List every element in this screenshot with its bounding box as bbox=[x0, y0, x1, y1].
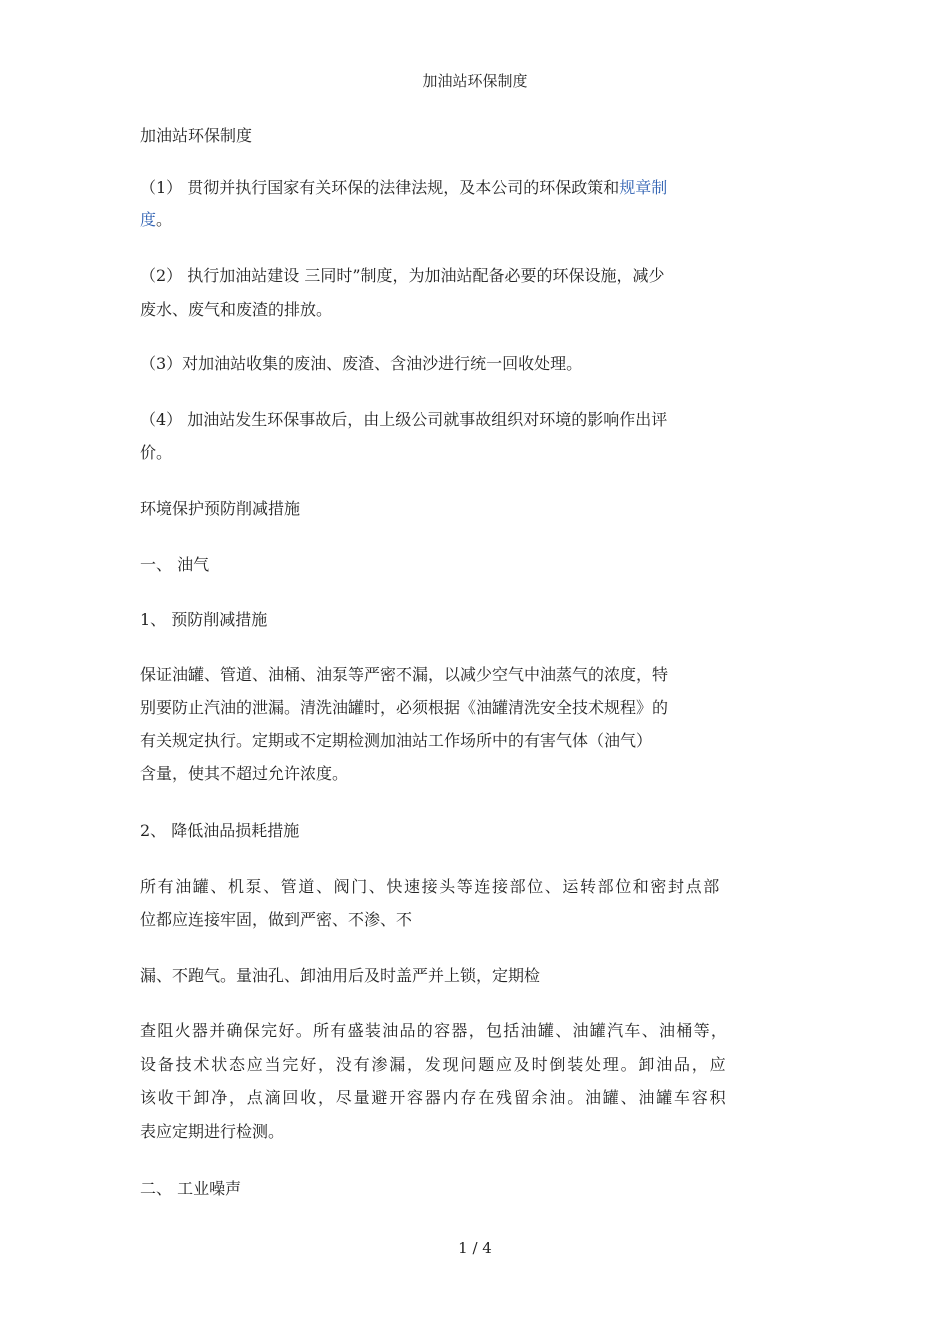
regulation-link-continued[interactable]: 度 bbox=[140, 210, 157, 229]
subsection-2-para-3-line-1: 查阻火器并确保完好。所有盛装油品的容器，包括油罐、油罐汽车、油桶等， bbox=[140, 1021, 729, 1040]
subsection-2-para-1-line-2: 位都应连接牢固，做到严密、不渗、不 bbox=[140, 910, 413, 929]
item-1-line-2 bbox=[140, 202, 172, 237]
item-1-line-1 bbox=[140, 170, 667, 205]
subsection-2-para-3-line-3: 该收干卸净，点滴回收，尽量避开容器内存在残留余油。油罐、油罐车容积 bbox=[140, 1088, 728, 1107]
item-4-line-2: 价。 bbox=[140, 443, 173, 462]
subsection-1-title: 1、 预防削减措施 bbox=[140, 610, 268, 629]
item-2-line-2: 废水、废气和废渣的排放。 bbox=[140, 300, 333, 319]
subsection-1-line-2: 别要防止汽油的泄漏。清洗油罐时，必须根据《油罐清洗安全技术规程》的 bbox=[140, 698, 669, 717]
item-3: （3）对加油站收集的废油、废渣、含油沙进行统一回收处理。 bbox=[140, 354, 583, 373]
item-1-text: （1） 贯彻并执行国家有关环保的法律法规，及本公司的环保政策和 bbox=[140, 178, 620, 197]
item-1-tail: 。 bbox=[156, 210, 173, 229]
subsection-2-para-2: 漏、不跑气。量油孔、卸油用后及时盖严并上锁，定期检 bbox=[140, 966, 541, 985]
item-4-line-1: （4） 加油站发生环保事故后，由上级公司就事故组织对环境的影响作出评 bbox=[140, 410, 668, 429]
subsection-2-title: 2、 降低油品损耗措施 bbox=[140, 821, 300, 840]
subsection-2-para-3-line-4: 表应定期进行检测。 bbox=[140, 1122, 285, 1141]
section-heading-measures: 环境保护预防削减措施 bbox=[140, 499, 301, 518]
document-heading: 加油站环保制度 bbox=[140, 126, 253, 145]
subsection-2-para-1-line-1: 所有油罐、机泵、管道、阀门、快速接头等连接部位、运转部位和密封点部 bbox=[140, 877, 721, 896]
item-2-line-1: （2） 执行加油站建设 三同时”制度，为加油站配备必要的环保设施，减少 bbox=[140, 266, 665, 285]
subsection-1-line-1: 保证油罐、管道、油桶、油泵等严密不漏，以减少空气中油蒸气的浓度，特 bbox=[140, 665, 669, 684]
page-indicator: 1 / 4 bbox=[458, 1239, 492, 1257]
part-1-title: 一、 油气 bbox=[140, 555, 210, 574]
part-2-title: 二、 工业噪声 bbox=[140, 1179, 242, 1198]
subsection-1-line-4: 含量，使其不超过允许浓度。 bbox=[140, 764, 349, 783]
page-header-title: 加油站环保制度 bbox=[422, 72, 528, 90]
subsection-1-line-3: 有关规定执行。定期或不定期检测加油站工作场所中的有害气体（油气） bbox=[140, 731, 653, 750]
subsection-2-para-3-line-2: 设备技术状态应当完好，没有渗漏，发现问题应及时倒装处理。卸油品，应 bbox=[140, 1055, 728, 1074]
regulation-link[interactable]: 规章制 bbox=[619, 178, 668, 197]
